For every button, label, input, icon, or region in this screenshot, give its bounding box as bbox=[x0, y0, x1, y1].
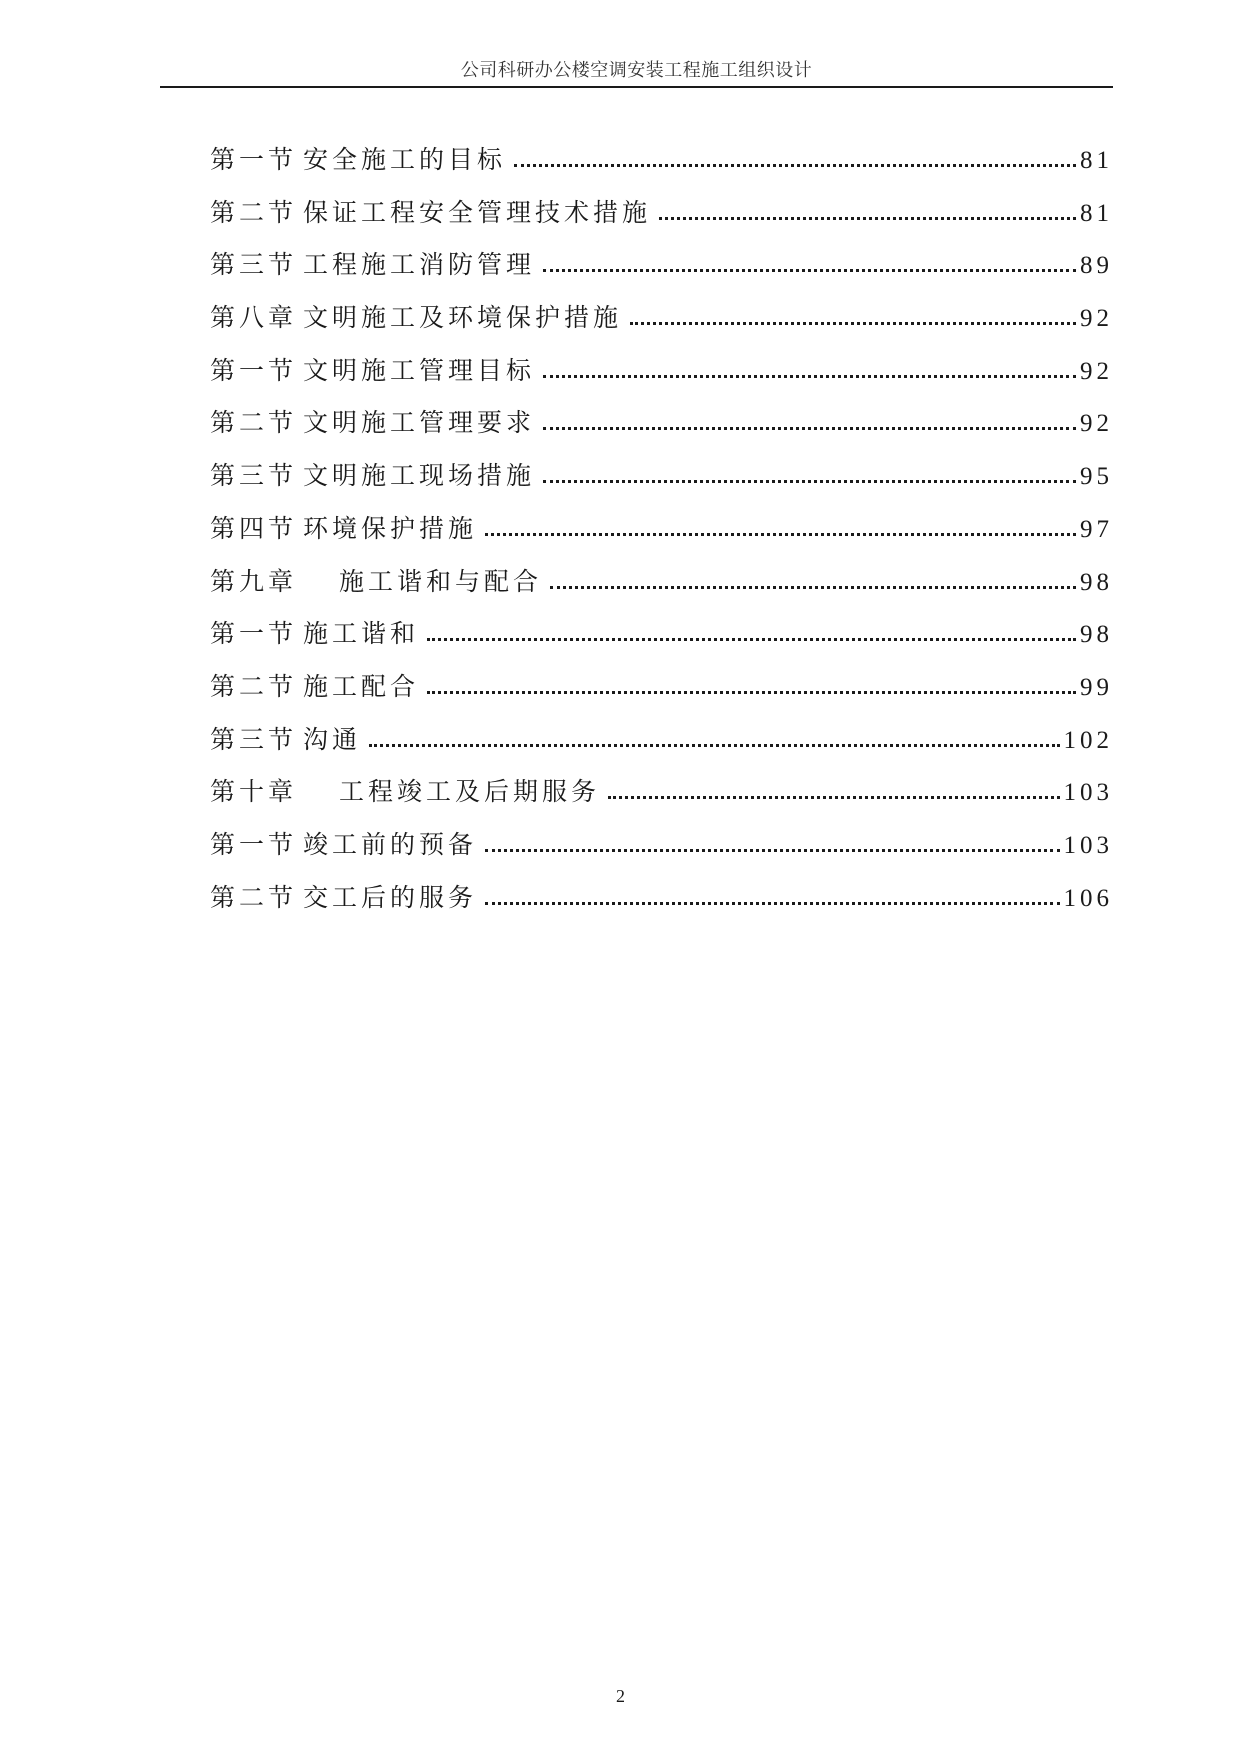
toc-entry-number: 第四节 bbox=[210, 513, 298, 543]
toc-entry-title: 环境保护措施 bbox=[303, 513, 478, 543]
toc-entry-title: 文明施工及环境保护措施 bbox=[303, 303, 623, 333]
toc-entry-page: 92 bbox=[1080, 410, 1113, 438]
toc-entry[interactable] bbox=[210, 878, 1113, 931]
toc-entry[interactable] bbox=[210, 351, 1113, 404]
toc-entry[interactable] bbox=[210, 456, 1113, 509]
toc-entry-title: 施工谐和与配合 bbox=[339, 566, 543, 596]
toc-entry-number: 第三节 bbox=[210, 724, 298, 754]
toc-entry-title: 文明施工管理目标 bbox=[303, 355, 536, 385]
toc-entry-title: 安全施工的目标 bbox=[303, 145, 507, 174]
toc-entry[interactable] bbox=[210, 614, 1113, 667]
toc-entry[interactable] bbox=[210, 772, 1113, 825]
toc-entry-number: 第一节 bbox=[210, 355, 298, 385]
toc-entry-number: 第一节 bbox=[210, 145, 298, 174]
page-number: 2 bbox=[616, 1686, 625, 1706]
toc-entry[interactable] bbox=[210, 720, 1113, 773]
toc-dot-leader bbox=[427, 622, 1076, 642]
toc-entry[interactable] bbox=[210, 245, 1113, 298]
toc-entry-page: 106 bbox=[1063, 884, 1113, 912]
toc-entry[interactable] bbox=[210, 403, 1113, 456]
toc-entry-page: 81 bbox=[1080, 147, 1113, 174]
toc-dot-leader bbox=[543, 464, 1076, 484]
toc-entry-title: 施工谐和 bbox=[303, 619, 420, 649]
toc-entry-page: 95 bbox=[1080, 463, 1113, 491]
toc-dot-leader bbox=[485, 517, 1076, 537]
toc-dot-leader bbox=[630, 306, 1076, 326]
toc-entry-number: 第十章 bbox=[210, 777, 298, 807]
toc-entry[interactable] bbox=[210, 140, 1113, 193]
toc-entry-title: 竣工前的预备 bbox=[303, 829, 478, 859]
toc-entry-title: 文明施工现场措施 bbox=[303, 461, 536, 491]
toc-entry[interactable] bbox=[210, 193, 1113, 246]
toc-entry-title: 保证工程安全管理技术措施 bbox=[303, 197, 652, 227]
toc-entry-page: 98 bbox=[1080, 568, 1113, 596]
table-of-contents bbox=[210, 140, 1113, 930]
toc-entry-number: 第一节 bbox=[210, 829, 298, 859]
toc-dot-leader bbox=[543, 411, 1076, 431]
toc-entry-page: 81 bbox=[1080, 199, 1113, 227]
toc-entry-number: 第九章 bbox=[210, 566, 298, 596]
toc-dot-leader bbox=[543, 359, 1076, 379]
toc-dot-leader bbox=[550, 570, 1076, 590]
toc-entry[interactable] bbox=[210, 667, 1113, 720]
toc-dot-leader bbox=[608, 780, 1059, 800]
toc-entry-title: 工程竣工及后期服务 bbox=[339, 777, 601, 807]
toc-entry-number: 第二节 bbox=[210, 882, 298, 912]
toc-dot-leader bbox=[485, 886, 1059, 906]
toc-entry-number: 第二节 bbox=[210, 671, 298, 701]
toc-entry-number: 第二节 bbox=[210, 408, 298, 438]
toc-entry-page: 97 bbox=[1080, 515, 1113, 543]
page-header-title: 公司科研办公楼空调安装工程施工组织设计 bbox=[460, 60, 813, 81]
toc-entry-number: 第三节 bbox=[210, 461, 298, 491]
toc-entry-page: 103 bbox=[1063, 831, 1113, 859]
toc-entry-page: 103 bbox=[1063, 779, 1113, 807]
toc-dot-leader bbox=[427, 675, 1076, 695]
toc-entry-number: 第二节 bbox=[210, 197, 298, 227]
toc-entry[interactable] bbox=[210, 825, 1113, 878]
toc-entry-number: 第八章 bbox=[210, 303, 298, 333]
toc-entry-number: 第一节 bbox=[210, 619, 298, 649]
toc-entry-page: 89 bbox=[1080, 252, 1113, 280]
toc-entry-title: 交工后的服务 bbox=[303, 882, 478, 912]
toc-entry[interactable] bbox=[210, 298, 1113, 351]
toc-entry-page: 99 bbox=[1080, 673, 1113, 701]
header-divider bbox=[160, 86, 1113, 88]
toc-entry-page: 102 bbox=[1063, 726, 1113, 754]
toc-entry-page: 98 bbox=[1080, 621, 1113, 649]
toc-entry-page: 92 bbox=[1080, 305, 1113, 333]
toc-entry[interactable] bbox=[210, 562, 1113, 615]
toc-entry-title: 文明施工管理要求 bbox=[303, 408, 536, 438]
toc-dot-leader bbox=[543, 253, 1076, 273]
toc-entry-number: 第三节 bbox=[210, 250, 298, 280]
toc-dot-leader bbox=[514, 148, 1076, 168]
toc-entry-title: 施工配合 bbox=[303, 671, 420, 701]
toc-entry-title: 沟通 bbox=[303, 724, 362, 754]
toc-dot-leader bbox=[369, 728, 1059, 748]
toc-entry-title: 工程施工消防管理 bbox=[303, 250, 536, 280]
toc-entry-page: 92 bbox=[1080, 357, 1113, 385]
toc-dot-leader bbox=[485, 833, 1059, 853]
toc-entry[interactable] bbox=[210, 509, 1113, 562]
toc-dot-leader bbox=[659, 201, 1076, 221]
